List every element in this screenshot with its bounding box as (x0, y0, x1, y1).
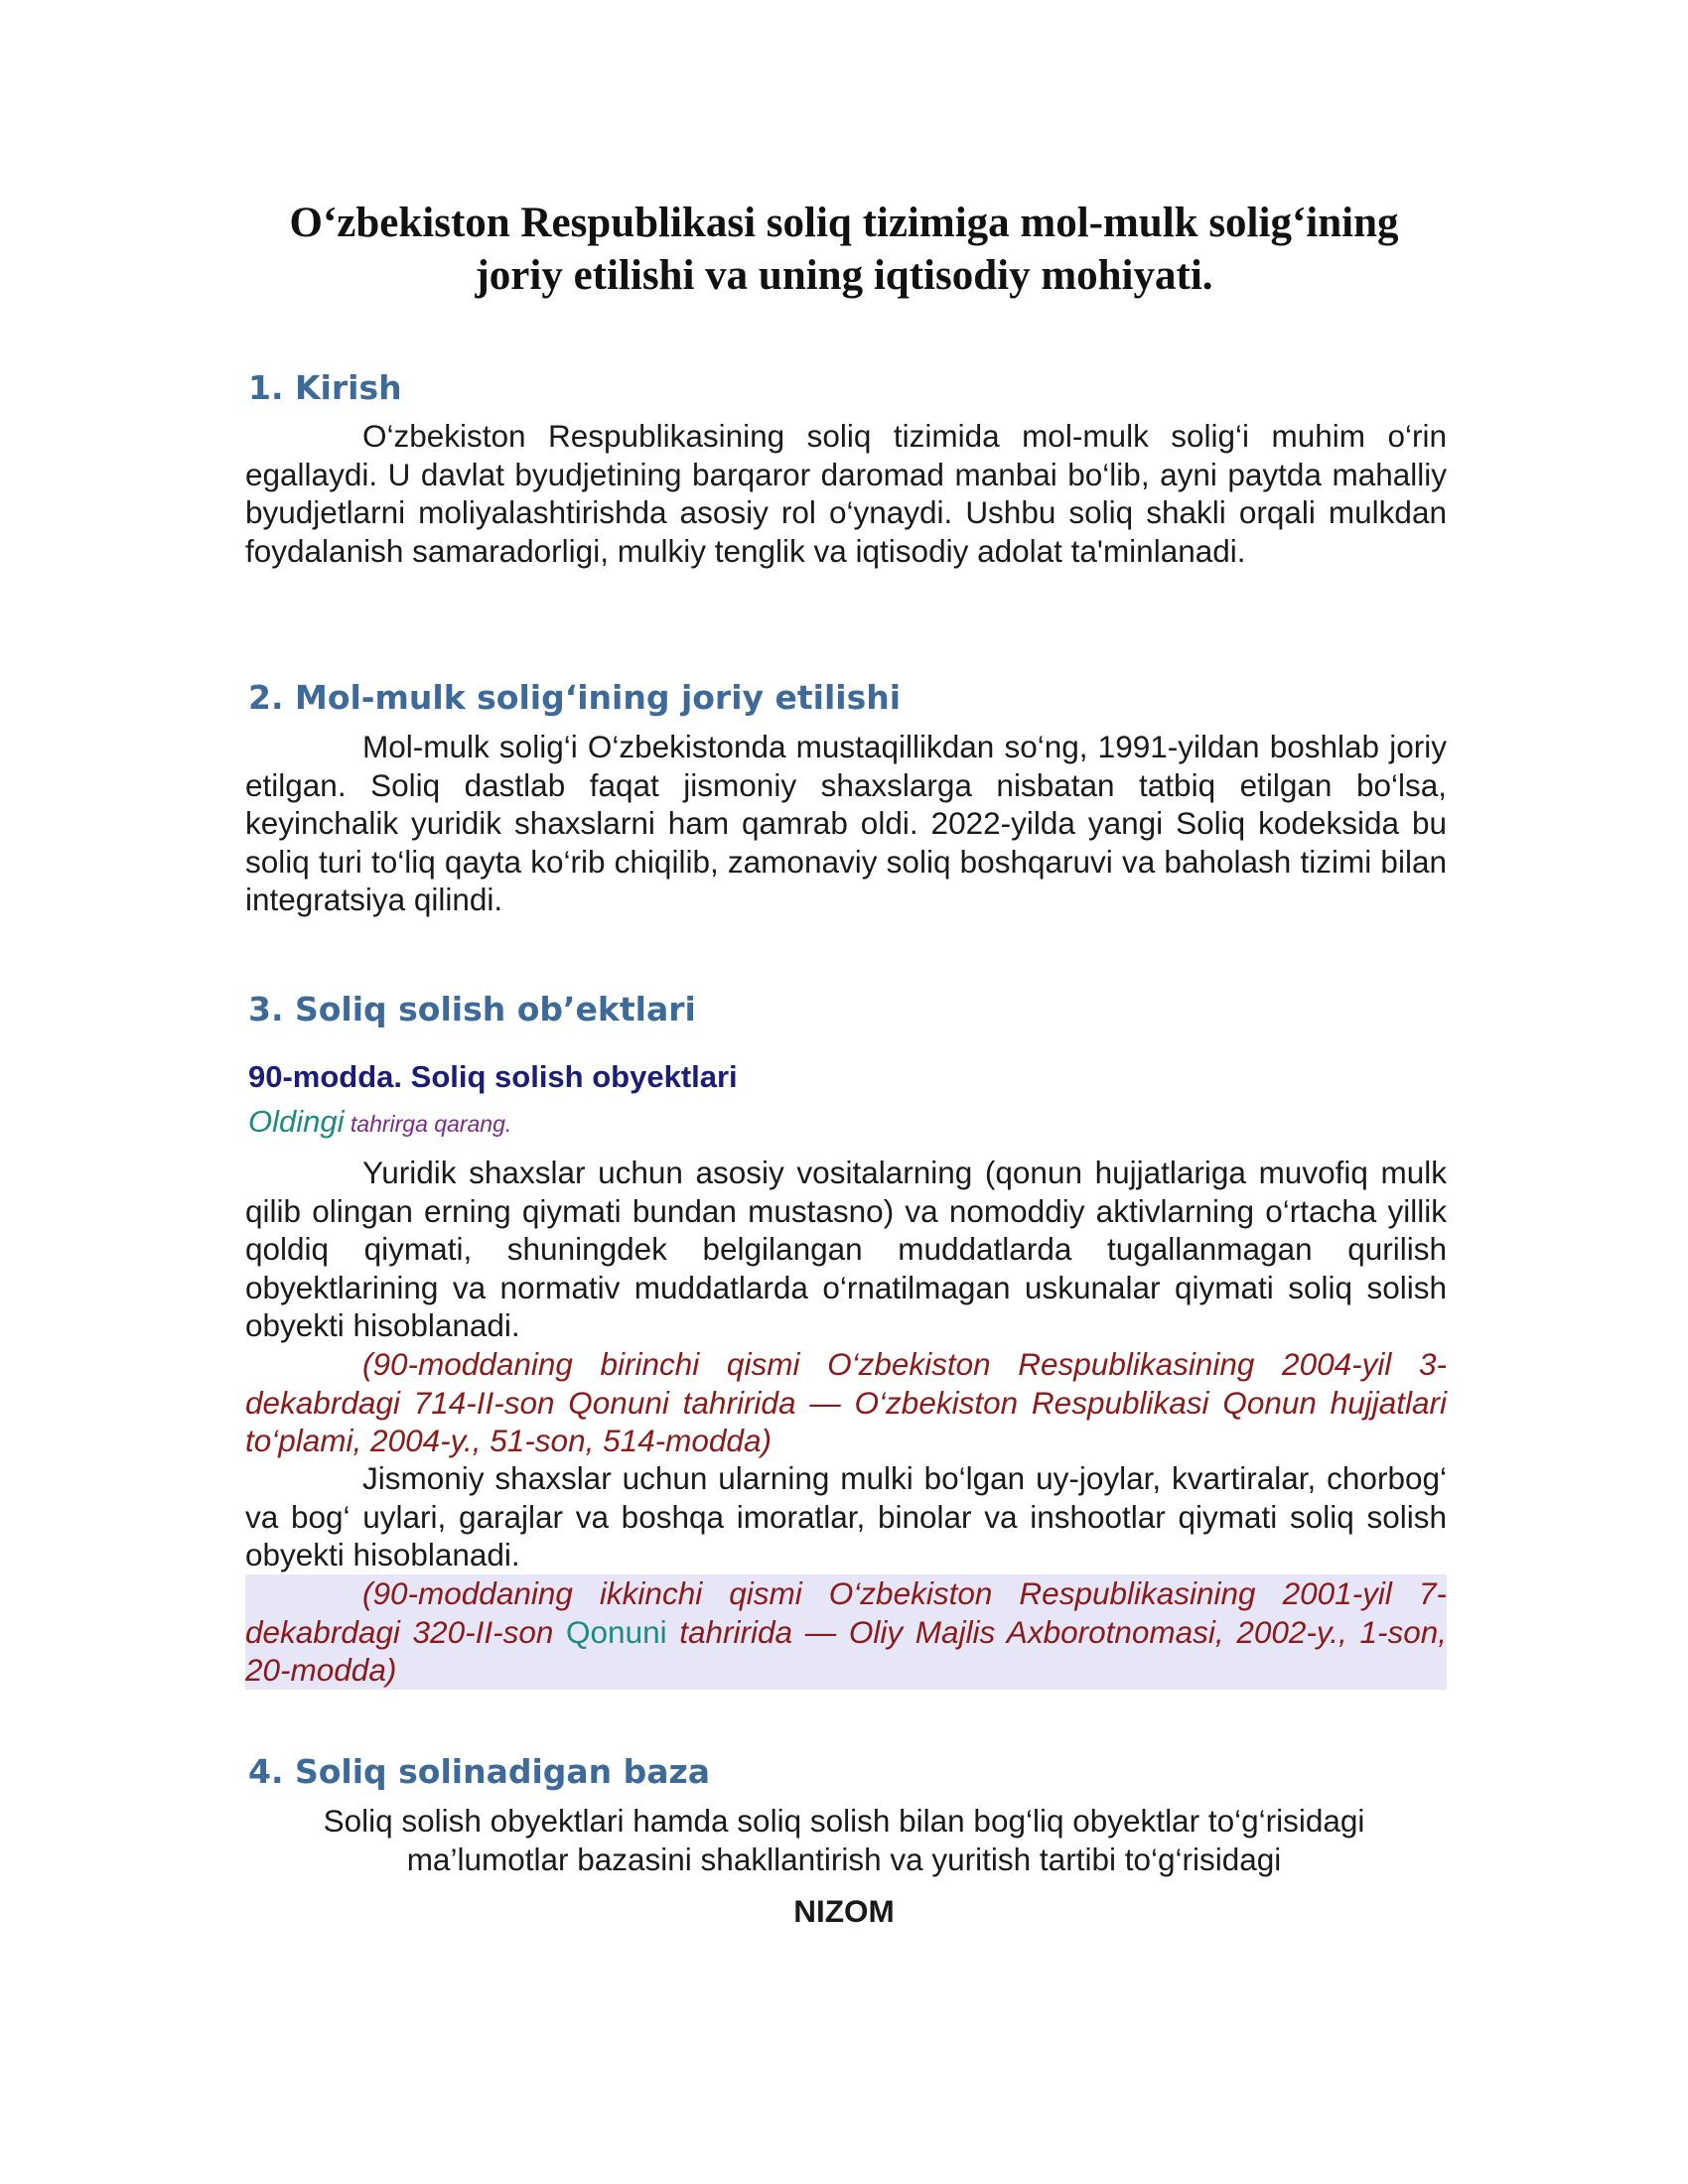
document-title-line2: joriy etilishi va uning iqtisodiy mohiyati. (475, 252, 1213, 299)
previous-edition-text: tahrirga qarang. (344, 1111, 512, 1137)
section-heading-joriy-etilishi: 2. Mol-mulk solig‘ining joriy etilishi (248, 678, 902, 717)
section-heading-soliq-obyektlari: 3. Soliq solish ob’ektlari (248, 990, 696, 1028)
regulation-title (199, 1802, 1489, 1879)
section-heading-kirish: 1. Kirish (248, 368, 402, 407)
section-paragraph-joriy-etilishi: Mol-mulk solig‘i O‘zbekistonda mustaqillikdan so‘ng, 1991-yildan boshlab joriy etilgan. Soliq dastlab faqat jismoniy shaxslarga nisbatan tatbiq etilgan bo‘lsa, keyinchalik yuridik shaxslarni ham qamrab oldi. 2022-yilda yangi Soliq kodeksida bu soliq turi to‘liq qayta ko‘rib chiqilib, zamonaviy soliq boshqaruvi va baholash tizimi bilan integratsiya qilindi. (245, 729, 1447, 917)
article-paragraph-individuals: Jismoniy shaxslar uchun ularning mulki bo‘lgan uy-joylar, kvartiralar, chorbog‘ va bog‘ uylari, garajlar va boshqa imoratlar, binolar va inshootlar qiymati soliq solish obyekti hisoblanadi. (245, 1460, 1447, 1572)
previous-edition-note (248, 1104, 511, 1140)
article-title: 90-modda. Soliq solish obyektlari (248, 1059, 738, 1094)
amendment-note-second-text-start: (90-moddaning ikkinchi qismi O‘zbekiston Respublikasining 2001-yil 7-dekabrdagi 320-II-son (245, 1575, 1447, 1650)
regulation-title-line1: Soliq solish obyektlari hamda soliq solish bilan bog‘liq obyektlar to‘g‘risidagi (323, 1803, 1365, 1839)
amendment-note-second (245, 1574, 1447, 1690)
document-title-line1: O‘zbekiston Respublikasi soliq tizimiga mol-mulk solig‘ining (289, 200, 1399, 246)
amendment-note-second-text-end: tahririda — Oliy Majlis Axborotnomasi, 2002-y., 1-son, 20-modda) (245, 1613, 1448, 1688)
regulation-title-line2: ma’lumotlar bazasini shakllantirish va yuritish tartibi to‘g‘risidagi (406, 1842, 1282, 1877)
nizom-label: NIZOM (793, 1893, 895, 1929)
law-link[interactable]: Qonuni (566, 1613, 667, 1650)
previous-edition-link[interactable]: Oldingi (248, 1104, 345, 1139)
article-paragraph-legal-entities: Yuridik shaxslar uchun asosiy vositalarning (qonun hujjatlariga muvofiq mulk qilib olingan erning qiymati bundan mustasno) va nomoddiy aktivlarning o‘rtacha yillik qoldiq qiymati, shuningdek belgilangan muddatlarda tugallanmagan qurilish obyektlarining va normativ muddatlarda o‘rnatilmagan uskunalar qiymati soliq solish obyekti hisoblanadi. (245, 1155, 1447, 1343)
document-title (199, 197, 1489, 302)
amendment-note-first: (90-moddaning birinchi qismi O‘zbekiston Respublikasining 2004-yil 3-dekabrdagi 714-II-son Qonuni tahririda — O‘zbekiston Respublikasi Qonun hujjatlari to‘plami, 2004-y., 51-son, 514-modda) (245, 1346, 1447, 1458)
section-heading-soliq-baza: 4. Soliq solinadigan baza (248, 1752, 711, 1791)
section-paragraph-kirish: O‘zbekiston Respublikasining soliq tizimida mol-mulk solig‘i muhim o‘rin egallaydi. U davlat byudjetining barqaror daromad manbai bo‘lib, ayni paytda mahalliy byudjetlarni moliyalashtirishda asosiy rol o‘ynaydi. Ushbu soliq shakli orqali mulkdan foydalanish samaradorligi, mulkiy tenglik va iqtisodiy adolat ta'minlanadi. (245, 418, 1447, 569)
